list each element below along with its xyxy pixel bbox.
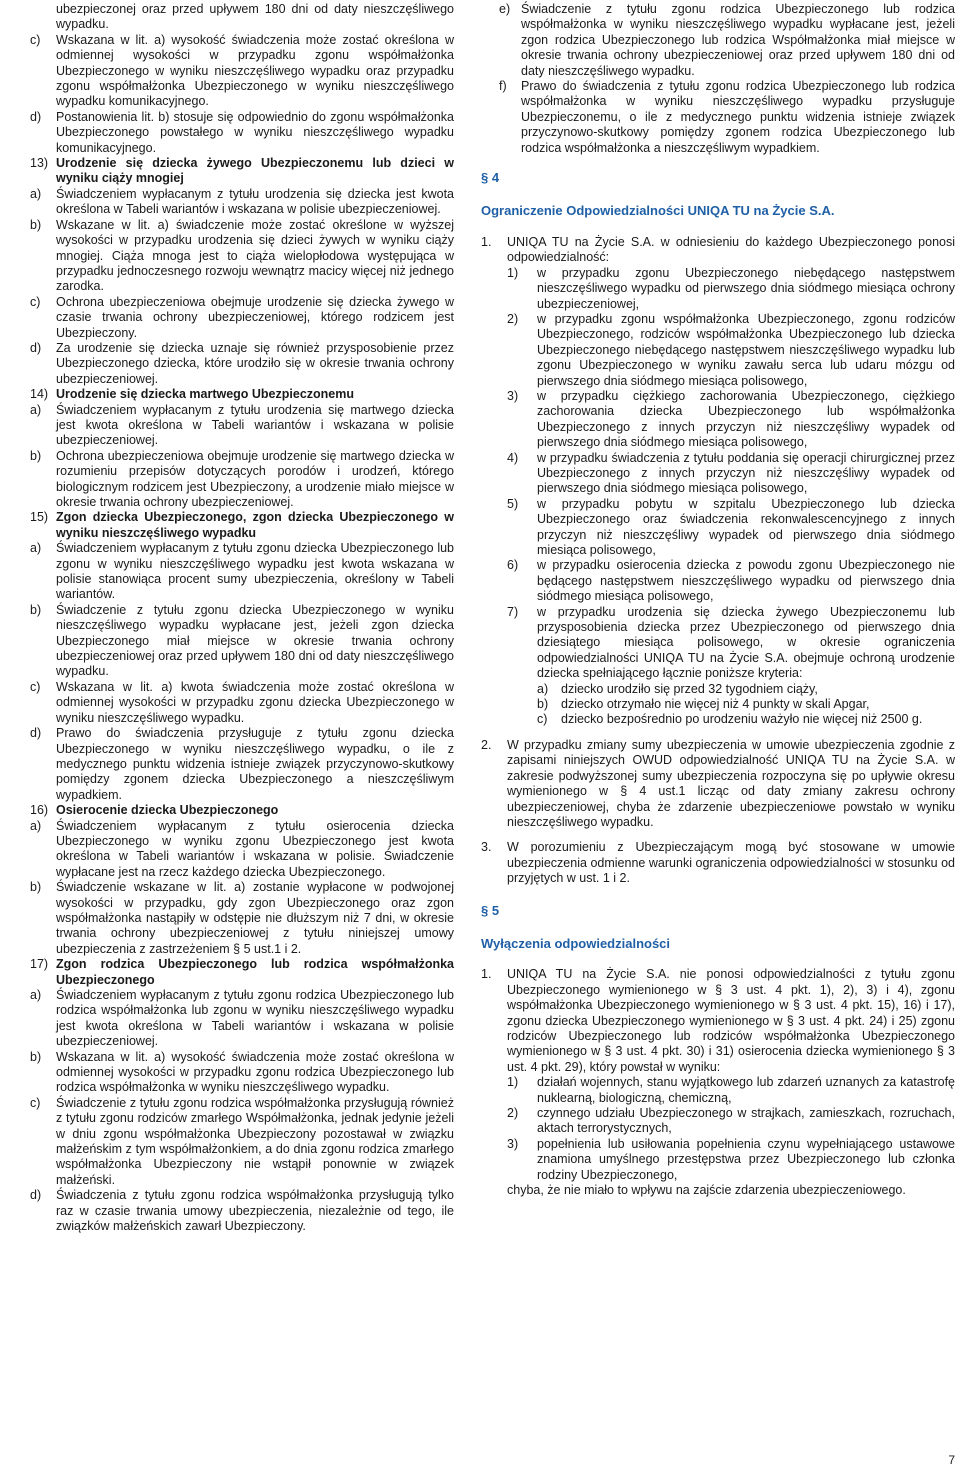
paragraph: Wskazana w lit. a) wysokość świadczenia może zostać określona w odmiennej wysokości w przypadku zgonu współmałżonka Ubezpieczonego w wyniku nieszczęśliwego wypadku oraz przypadku zgonu współmałżonka Ubezpieczonego w wyniku nieszczęśliwego wypadku komunikacyjnego. <box>56 32 454 109</box>
list-item: b) Świadczenie z tytułu zgonu dziecka Ubezpieczonego w wyniku nieszczęśliwego wypadku wypłacane jest, jeżeli zgon dziecka Ubezpieczonego miał miejsce w okresie trwania ochrony ubezpieczeniowej oraz przed upływem 180 dni od daty nieszczęśliwego wypadku. <box>30 602 454 679</box>
list-item: a) Świadczeniem wypłacanym z tytułu zgonu dziecka Ubezpieczonego lub zgonu w wyniku nieszczęśliwego wypadku jest kwota wskazana w polisie stanowiąca procent sumy ubezpieczenia, określony w Tabeli wariantów. <box>30 541 454 602</box>
section-17: 17) Zgon rodzica Ubezpieczonego lub rodzica współmałżonka Ubezpieczonego <box>30 957 454 987</box>
list-item: 2) w przypadku zgonu współmałżonka Ubezpieczonego, zgonu rodziców Ubezpieczonego, rodziców współmałżonka Ubezpieczonego lub dziecka Ubezpieczonego niebędącego następstwem nieszczęśliwego wypadku lub zgonu Ubezpieczonego w wyniku zawału serca lub udaru mózgu od pierwszego dnia siódmego miesiąca polisowego, <box>507 311 955 388</box>
list-item: c) dziecko bezpośrednio po urodzeniu ważyło nie więcej niż 2500 g. <box>481 712 955 727</box>
paragraph: Świadczeniem wypłacanym z tytułu zgonu dziecka Ubezpieczonego lub zgonu w wyniku nieszczęśliwego wypadku jest kwota wskazana w polisie stanowiąca procent sumy ubezpieczenia, określony w Tabeli wariantów. <box>56 541 454 602</box>
paragraph: ubezpieczonej oraz przed upływem 180 dni od daty nieszczęśliwego wypadku. <box>56 2 454 32</box>
paragraph: Postanowienia lit. b) stosuje się odpowiednio do zgonu współmałżonka Ubezpieczonego powstałego w wyniku nieszczęśliwego wypadku komunikacyjnego. <box>56 109 454 155</box>
list-item: b) Wskazane w lit. a) świadczenie może zostać określone w wyższej wysokości w przypadku urodzenia się dzieci żywych w wyniku ciąży mnogiej. Ciąża mnoga jest to ciąża wielopłodowa występująca w przypadku jednoczesnego rozwoju wewnątrz macicy więcej niż jednego zarodka. <box>30 217 454 294</box>
paragraph: W przypadku zmiany sumy ubezpieczenia w umowie ubezpieczenia zgodnie z zapisami niniejszych OWUD odpowiedzialność UNIQA TU na Życie S.A. w zakresie podwyższonej sumy ubezpieczenia rozpoczyna się po upływie okresu wymienionego w § 4 ust.1 licząc od daty zmiany zakresu ochrony ubezpieczeniowej, chyba że zdarzenie ubezpieczeniowe powstało w wyniku nieszczęśliwego wypadku. <box>507 737 955 829</box>
list-item: 3) popełnienia lub usiłowania popełnienia czynu wypełniającego ustawowe znamiona umyślnego przestępstwa przez Ubezpieczonego lub członka rodziny Ubezpieczonego, <box>507 1136 955 1182</box>
list-item <box>30 2 454 33</box>
paragraph: Świadczenie z tytułu zgonu rodzica współmałżonka przysługują również z tytułu zgonu rodziców zmarłego Współmałżonka, jednak jedynie jeżeli w dniu zgonu współmałżonka Ubezpieczony pozostawał w związku małżeńskim z tym współmałżonkiem, a do dnia zgonu rodzica zmarłego współmałżonka Ubezpieczony nie wstąpił ponownie w związek małżeński. <box>56 1095 454 1187</box>
section-number: § 4 <box>481 170 500 186</box>
section-heading: Osierocenie dziecka Ubezpieczonego <box>56 803 279 818</box>
paragraph: Świadczeniem wypłacanym z tytułu urodzenia się martwego dziecka jest kwota określona w Tabeli wariantów i wskazana w polisie ubezpieczeniowej. <box>56 402 454 448</box>
list-item: b) Ochrona ubezpieczeniowa obejmuje urodzenie się martwego dziecka w rozumieniu przepisów dotyczących porodów i urodzeń, którego biologicznym rodzicem jest Ubezpieczony, a urodzenie miało miejsce w okresie trwania ochrony ubezpieczeniowej. <box>30 448 454 509</box>
list-item: 1) działań wojennych, stanu wyjątkowego lub zdarzeń uznanych za katastrofę nuklearną, biologiczną, chemiczną, <box>507 1075 955 1105</box>
section-title: Wyłączenia odpowiedzialności <box>481 935 671 951</box>
list-item: 3. W porozumieniu z Ubezpieczającym mogą być stosowane w umowie ubezpieczenia odmienne warunki ograniczenia odpowiedzialności w stosunku od przyjętych w ust. 1 i 2. <box>481 840 955 886</box>
paragraph: Świadczeniem wypłacanym z tytułu osierocenia dziecka Ubezpieczonego w wyniku zgonu Ubezpieczonego jest kwota określona w Tabeli wariantów i wskazana w polisie. Świadczenie wypłacane jest na rzecz każdego dziecka Ubezpieczonego. <box>56 818 454 879</box>
paragraph: UNIQA TU na Życie S.A. nie ponosi odpowiedzialności z tytułu zgonu Ubezpieczonego wymienionego w § 3 ust. 4 pkt. 1), 2), 3) i 4), zgonu współmałżonka Ubezpieczonego wymienionego w § 3 ust. 4 pkt. 15), 16) i 17), zgonu dziecka Ubezpieczonego wymienionego w § 3 ust. 4 pkt. 24) i 25) zgonu rodziców Ubezpieczonego lub rodziców współmałżonka Ubezpieczonego wymienionego w § 3 ust. 4 pkt. 30) i 31) osierocenia dziecka wymienionego § 3 ust. 4 pkt. 29), który powstał w wyniku: <box>507 967 955 1074</box>
paragraph: Prawo do świadczenia z tytułu zgonu rodzica Ubezpieczonego lub rodzica współmałżonka w wyniku nieszczęśliwego wypadku przysługuje Ubezpieczonemu, o ile z medycznego punktu widzenia istnieje związek przyczynowo-skutkowy pomiędzy zgonem rodzica Ubezpieczonego lub rodzica współmałżonka a nieszczęśliwym wypadkiem. <box>521 79 955 155</box>
paragraph: UNIQA TU na Życie S.A. w odniesieniu do każdego Ubezpieczonego ponosi odpowiedzialność: <box>507 234 955 265</box>
list-item: a) Świadczeniem wypłacanym z tytułu urodzenia się dziecka jest kwota określona w Tabeli wariantów i wskazana w polisie ubezpieczeniowej. <box>30 186 454 217</box>
paragraph: Świadczenie z tytułu zgonu rodzica Ubezpieczonego lub rodzica współmałżonka w wyniku nieszczęśliwego wypadku wypłacane jest, jeżeli zgon rodzica Ubezpieczonego lub rodzica Współmałżonka miał miejsce w okresie trwania ochrony ubezpieczeniowej oraz przed upływem 180 dni od daty nieszczęśliwego wypadku. <box>521 2 955 78</box>
section-16: 16) Osierocenie dziecka Ubezpieczonego <box>30 803 454 818</box>
list-item: d) Prawo do świadczenia przysługuje z tytułu zgonu dziecka Ubezpieczonego w wyniku nieszczęśliwego wypadku, o ile z medycznego punktu widzenia istnieje związek przyczynowo-skutkowy pomiędzy zgonem dziecka Ubezpieczonego a nieszczęśliwym wypadkiem. <box>30 726 454 802</box>
section-number: § 5 <box>481 902 500 918</box>
list-item: a) Świadczeniem wypłacanym z tytułu urodzenia się martwego dziecka jest kwota określona w Tabeli wariantów i wskazana w polisie ubezpieczeniowej. <box>30 402 454 448</box>
list-item: f) Prawo do świadczenia z tytułu zgonu rodzica Ubezpieczonego lub rodzica współmałżonka w wyniku nieszczęśliwego wypadku przysługuje Ubezpieczonemu, o ile z medycznego punktu widzenia istnieje związek przyczynowo-skutkowy pomiędzy zgonem rodzica Ubezpieczonego lub rodzica współmałżonka a nieszczęśliwym wypadkiem. <box>499 79 955 155</box>
page-number: 7 <box>948 1452 955 1467</box>
list-item: a) Świadczeniem wypłacanym z tytułu osierocenia dziecka Ubezpieczonego w wyniku zgonu Ubezpieczonego jest kwota określona w Tabeli wariantów i wskazana w polisie. Świadczenie wypłacane jest na rzecz każdego dziecka Ubezpieczonego. <box>30 818 454 879</box>
list-item: 1) w przypadku zgonu Ubezpieczonego niebędącego następstwem nieszczęśliwego wypadku od pierwszego dnia siódmego miesiąca ochrony ubezpieczeniowej, <box>507 265 955 311</box>
list-item: 1. UNIQA TU na Życie S.A. w odniesieniu do każdego Ubezpieczonego ponosi odpowiedzialność: <box>481 234 955 265</box>
list-item: 3) w przypadku ciężkiego zachorowania Ubezpieczonego, ciężkiego zachorowania dziecka Ubezpieczonego lub współmałżonka Ubezpieczonego z innych przyczyn niż nieszczęśliwy wypadek od pierwszego dnia siódmego miesiąca polisowego, <box>507 388 955 450</box>
paragraph: w przypadku osierocenia dziecka z powodu zgonu Ubezpieczonego nie będącego następstwem nieszczęśliwego wypadku od pierwszego dnia siódmego miesiąca polisowego, <box>537 558 955 604</box>
paragraph: Wskazana w lit. a) wysokość świadczenia może zostać określona w odmiennej wysokości w przypadku zgonu rodzica Ubezpieczonego lub rodzica współmałżonka w wyniku nieszczęśliwego wypadku. <box>56 1049 454 1095</box>
list-item: b) dziecko otrzymało nie więcej niż 4 punkty w skali Apgar, <box>481 697 955 712</box>
list-item: 6) w przypadku osierocenia dziecka z powodu zgonu Ubezpieczonego nie będącego następstwem nieszczęśliwego wypadku od pierwszego dnia siódmego miesiąca polisowego, <box>507 558 955 604</box>
section-15: 15) Zgon dziecka Ubezpieczonego, zgon dziecka Ubezpieczonego w wyniku nieszczęśliwego wypadku <box>30 510 454 540</box>
paragraph: Wskazana w lit. a) kwota świadczenia może zostać określona w odmiennej wysokości w przypadku zgonu dziecka Ubezpieczonego w wyniku nieszczęśliwego wypadku. <box>56 679 454 725</box>
list-item: c) Wskazana w lit. a) wysokość świadczenia może zostać określona w odmiennej wysokości w przypadku zgonu współmałżonka Ubezpieczonego w wyniku nieszczęśliwego wypadku oraz przypadku zgonu współmałżonka Ubezpieczonego w wyniku nieszczęśliwego wypadku komunikacyjnego. <box>30 32 454 109</box>
list-item: d) Świadczenia z tytułu zgonu rodzica współmałżonka przysługują tylko raz w czasie trwania umowy ubezpieczenia, niezależnie od tego, ile związków małżeńskich zawarł Ubezpieczony. <box>30 1188 454 1234</box>
list-item: 4) w przypadku świadczenia z tytułu poddania się operacji chirurgicznej przez Ubezpieczonego z innych przyczyn niż nieszczęśliwy wypadek od pierwszego dnia siódmego miesiąca polisowego, <box>507 450 955 496</box>
paragraph: dziecko otrzymało nie więcej niż 4 punkty w skali Apgar, <box>561 697 870 712</box>
paragraph: czynnego udziału Ubezpieczonego w strajkach, zamieszkach, rozruchach, aktach terrorystycznych, <box>537 1106 955 1136</box>
paragraph: Świadczeniem wypłacanym z tytułu zgonu rodzica Ubezpieczonego lub rodzica współmałżonka lub zgonu w wyniku nieszczęśliwego wypadku jest kwota określona w Tabeli wariantów i wskazana w polisie ubezpieczeniowej. <box>56 988 454 1049</box>
paragraph: Świadczenie z tytułu zgonu dziecka Ubezpieczonego w wyniku nieszczęśliwego wypadku wypłacane jest, jeżeli zgon dziecka Ubezpieczonego miał miejsce w okresie trwania ochrony ubezpieczeniowej oraz przed upływem 180 dni od daty nieszczęśliwego wypadku. <box>56 602 454 679</box>
right-column <box>481 0 955 1198</box>
paragraph: Prawo do świadczenia przysługuje z tytułu zgonu dziecka Ubezpieczonego w wyniku nieszczęśliwego wypadku, o ile z medycznego punktu widzenia istnieje związek przyczynowo-skutkowy pomiędzy zgonem dziecka Ubezpieczonego a nieszczęśliwym wypadkiem. <box>56 726 454 802</box>
section-14: 14) Urodzenie się dziecka martwego Ubezpieczonemu <box>30 387 454 402</box>
paragraph: w przypadku ciężkiego zachorowania Ubezpieczonego, ciężkiego zachorowania dziecka Ubezpieczonego lub współmałżonka Ubezpieczonego z innych przyczyn niż nieszczęśliwy wypadek od pierwszego dnia siódmego miesiąca polisowego, <box>537 388 955 450</box>
list-item: c) Świadczenie z tytułu zgonu rodzica współmałżonka przysługują również z tytułu zgonu rodziców zmarłego Współmałżonka, jednak jedynie jeżeli w dniu zgonu współmałżonka Ubezpieczony pozostawał w związku małżeńskim z tym współmałżonkiem, a do dnia zgonu rodzica zmarłego współmałżonka Ubezpieczony nie wstąpił ponownie w związek małżeński. <box>30 1095 454 1187</box>
section-heading: Zgon dziecka Ubezpieczonego, zgon dziecka Ubezpieczonego w wyniku nieszczęśliwego wypadku <box>56 510 454 540</box>
list-item: e) Świadczenie z tytułu zgonu rodzica Ubezpieczonego lub rodzica współmałżonka w wyniku nieszczęśliwego wypadku wypłacane jest, jeżeli zgon rodzica Ubezpieczonego lub rodzica Współmałżonka miał miejsce w okresie trwania ochrony ubezpieczeniowej oraz przed upływem 180 dni od daty nieszczęśliwego wypadku. <box>499 2 955 78</box>
list-item: b) Świadczenie wskazane w lit. a) zostanie wypłacone w podwojonej wysokości w przypadku, gdy zgon Ubezpieczonego oraz zgon współmałżonka nastąpiły w odstępie nie dłuższym niż 7 dni, w okresie trwania ochrony ubezpieczeniowej z tytułu niniejszej umowy ubezpieczenia z zastrzeżeniem § 5 ust.1 i 2. <box>30 880 454 956</box>
section-13: 13) Urodzenie się dziecka żywego Ubezpieczonemu lub dzieci w wyniku ciąży mnogiej <box>30 156 454 186</box>
list-item: 2. W przypadku zmiany sumy ubezpieczenia w umowie ubezpieczenia zgodnie z zapisami niniejszych OWUD odpowiedzialność UNIQA TU na Życie S.A. w zakresie podwyższonej sumy ubezpieczenia rozpoczyna się po upływie okresu wymienionego w § 4 ust.1 licząc od daty zmiany zakresu ochrony ubezpieczeniowej, chyba że zdarzenie ubezpieczeniowe powstało w wyniku nieszczęśliwego wypadku. <box>481 737 955 829</box>
paragraph: Świadczeniem wypłacanym z tytułu urodzenia się dziecka jest kwota określona w Tabeli wariantów i wskazana w polisie ubezpieczeniowej. <box>56 186 454 217</box>
left-column <box>30 0 454 1235</box>
list-item: 5) w przypadku pobytu w szpitalu Ubezpieczonego lub dziecka Ubezpieczonego oraz świadczenia rekonwalescencyjnego z innych przyczyn niż nieszczęśliwy wypadek od pierwszego dnia siódmego miesiąca polisowego, <box>507 496 955 557</box>
list-item: 7) w przypadku urodzenia się dziecka żywego Ubezpieczonemu lub przysposobienia dziecka przez Ubezpieczonego od pierwszego dnia dziesiątego miesiąca polisowego, w okresie ograniczenia odpowiedzialności UNIQA TU na Życie S.A. obejmuje ochroną urodzenie dziecka spełniającego łącznie poniższe kryteria: <box>507 604 955 681</box>
paragraph: Świadczenia z tytułu zgonu rodzica współmałżonka przysługują tylko raz w czasie trwania umowy ubezpieczenia, niezależnie od tego, ile związków małżeńskich zawarł Ubezpieczony. <box>56 1188 454 1234</box>
paragraph: Wskazane w lit. a) świadczenie może zostać określone w wyższej wysokości w przypadku urodzenia się dzieci żywych w wyniku ciąży mnogiej. Ciąża mnoga jest to ciąża wielopłodowa występująca w przypadku jednoczesnego rozwoju wewnątrz macicy więcej niż jednego zarodka. <box>56 217 454 294</box>
paragraph: chyba, że nie miało to wpływu na zajście zdarzenia ubezpieczeniowego. <box>507 1183 906 1198</box>
list-item: 2) czynnego udziału Ubezpieczonego w strajkach, zamieszkach, rozruchach, aktach terrorystycznych, <box>507 1106 955 1136</box>
paragraph: w przypadku urodzenia się dziecka żywego Ubezpieczonemu lub przysposobienia dziecka przez Ubezpieczonego od pierwszego dnia dziesiątego miesiąca polisowego, w okresie ograniczenia odpowiedzialności UNIQA TU na Życie S.A. obejmuje ochroną urodzenie dziecka spełniającego łącznie poniższe kryteria: <box>537 604 955 681</box>
paragraph: W porozumieniu z Ubezpieczającym mogą być stosowane w umowie ubezpieczenia odmienne warunki ograniczenia odpowiedzialności w stosunku od przyjętych w ust. 1 i 2. <box>507 840 955 886</box>
paragraph: w przypadku zgonu współmałżonka Ubezpieczonego, zgonu rodziców Ubezpieczonego, rodziców współmałżonka Ubezpieczonego lub dziecka Ubezpieczonego niebędącego następstwem nieszczęśliwego wypadku lub zgonu Ubezpieczonego w wyniku zawału serca lub udaru mózgu od pierwszego dnia siódmego miesiąca polisowego, <box>537 311 955 388</box>
paragraph: dziecko urodziło się przed 32 tygodniem ciąży, <box>561 681 818 696</box>
list-item: c) Ochrona ubezpieczeniowa obejmuje urodzenie się dziecka żywego w czasie trwania ochrony ubezpieczeniowej, którego rodzicem jest Ubezpieczony. <box>30 294 454 340</box>
list-item: a) dziecko urodziło się przed 32 tygodniem ciąży, <box>481 682 955 697</box>
section-heading: Urodzenie się dziecka martwego Ubezpieczonemu <box>56 387 354 402</box>
list-item: d) Postanowienia lit. b) stosuje się odpowiednio do zgonu współmałżonka Ubezpieczonego powstałego w wyniku nieszczęśliwego wypadku komunikacyjnego. <box>30 109 454 155</box>
list-item: 1. UNIQA TU na Życie S.A. nie ponosi odpowiedzialności z tytułu zgonu Ubezpieczonego wymienionego w § 3 ust. 4 pkt. 1), 2), 3) i 4), zgonu współmałżonka Ubezpieczonego wymienionego w § 3 ust. 4 pkt. 15), 16) i 17), zgonu dziecka Ubezpieczonego wymienionego w § 3 ust. 4 pkt. 24) i 25) zgonu rodziców Ubezpieczonego lub rodziców współmałżonka Ubezpieczonego wymienionego w § 3 ust. 4 pkt. 30) i 31) osierocenia dziecka wymienionego § 3 ust. 4 pkt. 29), który powstał w wyniku: <box>481 967 955 1074</box>
paragraph: popełnienia lub usiłowania popełnienia czynu wypełniającego ustawowe znamiona umyślnego przestępstwa przez Ubezpieczonego lub członka rodziny Ubezpieczonego, <box>537 1136 955 1182</box>
paragraph: Ochrona ubezpieczeniowa obejmuje urodzenie się dziecka żywego w czasie trwania ochrony ubezpieczeniowej, którego rodzicem jest Ubezpieczony. <box>56 294 454 340</box>
section-heading: Urodzenie się dziecka żywego Ubezpieczonemu lub dzieci w wyniku ciąży mnogiej <box>56 156 454 186</box>
paragraph: Świadczenie wskazane w lit. a) zostanie wypłacone w podwojonej wysokości w przypadku, gdy zgon Ubezpieczonego oraz zgon współmałżonka nastąpiły w odstępie nie dłuższym niż 7 dni, w okresie trwania ochrony ubezpieczeniowej z tytułu niniejszej umowy ubezpieczenia z zastrzeżeniem § 5 ust.1 i 2. <box>56 880 454 956</box>
section-heading: Zgon rodzica Ubezpieczonego lub rodzica współmałżonka Ubezpieczonego <box>56 957 454 987</box>
paragraph: w przypadku pobytu w szpitalu Ubezpieczonego lub dziecka Ubezpieczonego oraz świadczenia rekonwalescencyjnego z innych przyczyn niż nieszczęśliwy wypadek od pierwszego dnia siódmego miesiąca polisowego, <box>537 496 955 557</box>
paragraph: działań wojennych, stanu wyjątkowego lub zdarzeń uznanych za katastrofę nuklearną, biologiczną, chemiczną, <box>537 1075 955 1105</box>
paragraph: w przypadku zgonu Ubezpieczonego niebędącego następstwem nieszczęśliwego wypadku od pierwszego dnia siódmego miesiąca ochrony ubezpieczeniowej, <box>537 265 955 311</box>
paragraph: Za urodzenie się dziecka uznaje się również przysposobienie przez Ubezpieczonego dziecka, które urodziło się w okresie trwania ochrony ubezpieczeniowej. <box>56 340 454 386</box>
paragraph: Ochrona ubezpieczeniowa obejmuje urodzenie się martwego dziecka w rozumieniu przepisów dotyczących porodów i urodzeń, którego biologicznym rodzicem jest Ubezpieczony, a urodzenie miało miejsce w okresie trwania ochrony ubezpieczeniowej. <box>56 448 454 509</box>
paragraph: dziecko bezpośrednio po urodzeniu ważyło nie więcej niż 2500 g. <box>561 712 923 727</box>
list-item: a) Świadczeniem wypłacanym z tytułu zgonu rodzica Ubezpieczonego lub rodzica współmałżonka lub zgonu w wyniku nieszczęśliwego wypadku jest kwota określona w Tabeli wariantów i wskazana w polisie ubezpieczeniowej. <box>30 988 454 1049</box>
list-item: b) Wskazana w lit. a) wysokość świadczenia może zostać określona w odmiennej wysokości w przypadku zgonu rodzica Ubezpieczonego lub rodzica współmałżonka w wyniku nieszczęśliwego wypadku. <box>30 1049 454 1095</box>
list-item: c) Wskazana w lit. a) kwota świadczenia może zostać określona w odmiennej wysokości w przypadku zgonu dziecka Ubezpieczonego w wyniku nieszczęśliwego wypadku. <box>30 679 454 725</box>
list-item <box>481 1183 955 1198</box>
list-item: d) Za urodzenie się dziecka uznaje się również przysposobienie przez Ubezpieczonego dziecka, które urodziło się w okresie trwania ochrony ubezpieczeniowej. <box>30 340 454 386</box>
paragraph: w przypadku świadczenia z tytułu poddania się operacji chirurgicznej przez Ubezpieczonego z innych przyczyn niż nieszczęśliwy wypadek od pierwszego dnia siódmego miesiąca polisowego, <box>537 450 955 496</box>
section-title: Ograniczenie Odpowiedzialności UNIQA TU na Życie S.A. <box>481 203 835 219</box>
